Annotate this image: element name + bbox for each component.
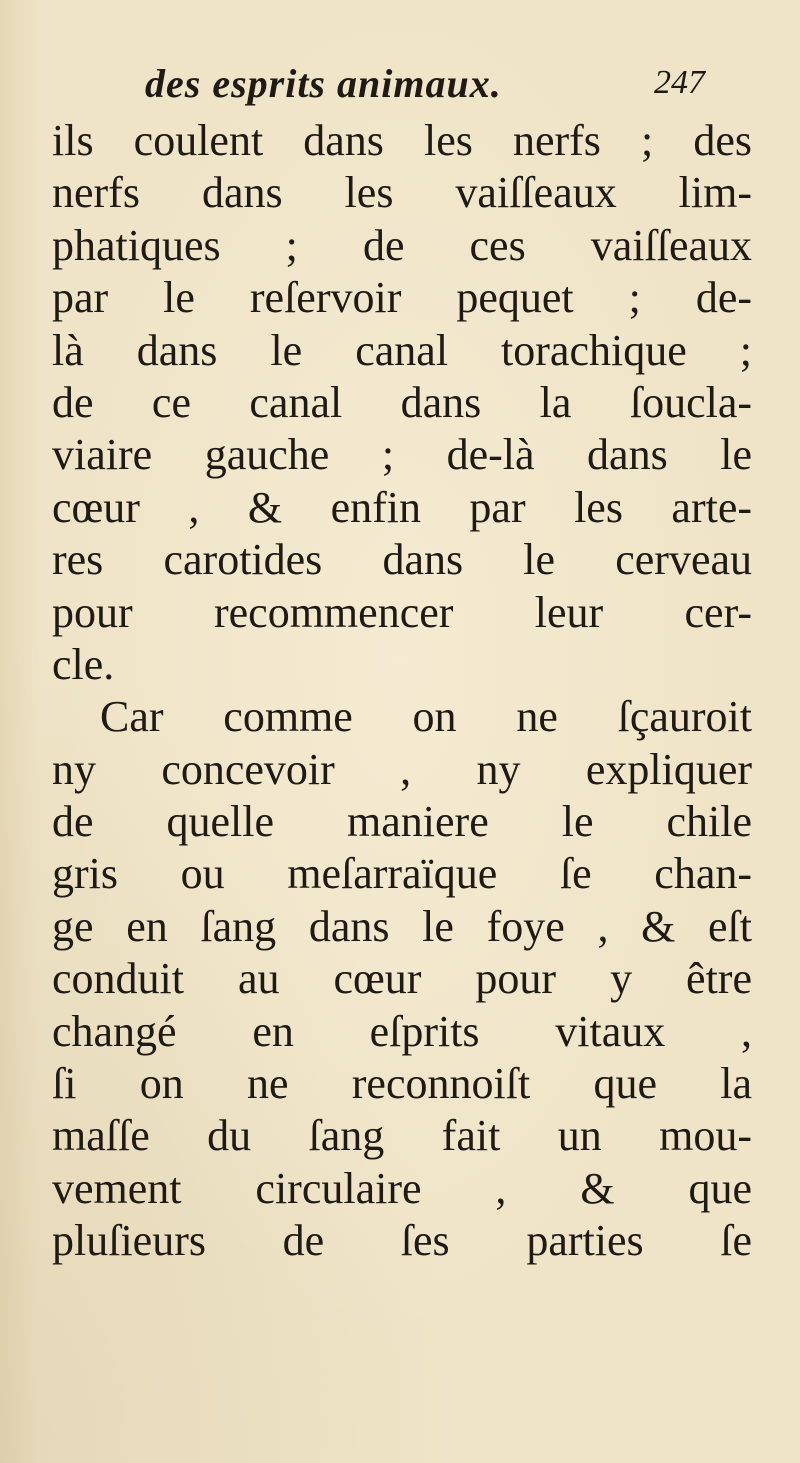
paragraph-1 bbox=[52, 115, 752, 691]
text-line: Car comme on ne ſçauroit bbox=[100, 692, 752, 742]
running-head: des esprits animaux. bbox=[145, 61, 502, 106]
text-line: nerfs dans les vaiſſeaux lim- bbox=[52, 168, 752, 218]
text-line: ny concevoir , ny expliquer bbox=[52, 744, 752, 794]
page-header bbox=[145, 60, 705, 120]
text-line: cle. bbox=[52, 639, 115, 689]
text-line: phatiques ; de ces vaiſſeaux bbox=[52, 220, 752, 270]
text-line: changé en eſprits vitaux , bbox=[52, 1006, 752, 1056]
text-line: ge en ſang dans le foye , & eſt bbox=[52, 901, 752, 951]
text-line: cœur , & enfin par les arte- bbox=[52, 482, 752, 532]
text-line: pluſieurs de ſes parties ſe bbox=[52, 1216, 752, 1266]
text-line: gris ou meſarraïque ſe chan- bbox=[52, 849, 752, 899]
page-number: 247 bbox=[654, 64, 705, 101]
text-line: viaire gauche ; de-là dans le bbox=[52, 430, 752, 480]
text-line: ils coulent dans les nerfs ; des bbox=[52, 116, 752, 165]
text-line: de quelle maniere le chile bbox=[52, 797, 752, 847]
text-line: ſi on ne reconnoiſt que la bbox=[52, 1059, 752, 1109]
body-text bbox=[52, 115, 752, 1268]
text-line: là dans le canal torachique ; bbox=[52, 325, 752, 375]
text-line: pour recommencer leur cer- bbox=[52, 587, 752, 637]
text-line: par le reſervoir pequet ; de- bbox=[52, 273, 752, 323]
text-line: conduit au cœur pour y être bbox=[52, 954, 752, 1004]
text-line: de ce canal dans la ſoucla- bbox=[52, 377, 752, 427]
text-line: vement circulaire , & que bbox=[52, 1163, 752, 1213]
text-line: maſſe du ſang fait un mou- bbox=[52, 1111, 752, 1161]
paragraph-2 bbox=[52, 691, 752, 1267]
text-line: res carotides dans le cerveau bbox=[52, 535, 752, 585]
